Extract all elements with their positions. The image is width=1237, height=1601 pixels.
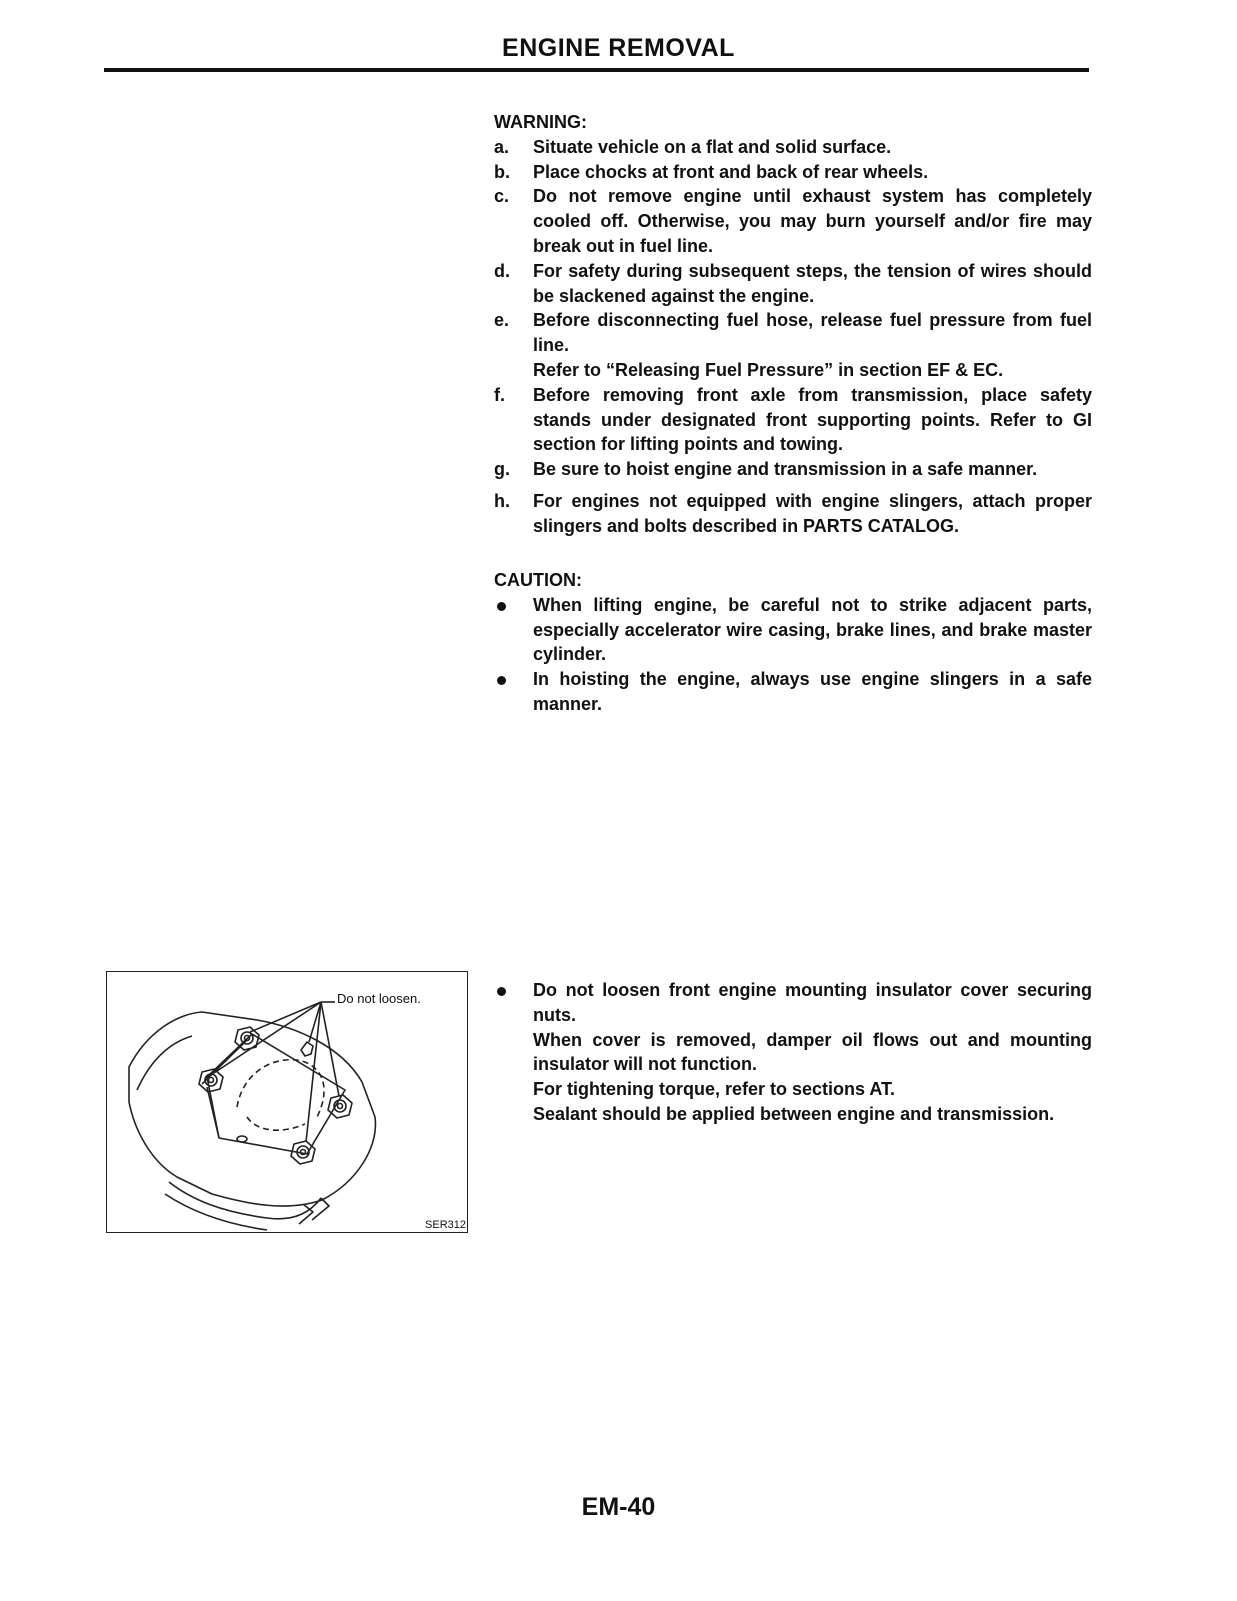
warning-text: Be sure to hoist engine and transmission in a safe manner. — [533, 459, 1038, 480]
caution-section — [494, 568, 1092, 717]
warning-item-e — [494, 308, 1092, 382]
title-divider — [104, 68, 1089, 72]
warning-item-g — [494, 457, 1092, 482]
caution-heading: CAUTION: — [494, 570, 582, 590]
list-marker: a. — [494, 136, 510, 157]
warning-item-a — [494, 135, 1092, 160]
bullet-icon — [497, 602, 506, 611]
caution-item — [494, 667, 1092, 717]
warning-item-f — [494, 383, 1092, 457]
figure-code: SER312 — [425, 1219, 466, 1231]
warning-reference: Refer to “Releasing Fuel Pressure” in section EF & EC. — [533, 359, 1004, 380]
list-marker: f. — [494, 384, 505, 405]
list-marker: d. — [494, 260, 510, 281]
list-marker: c. — [494, 186, 510, 207]
mounting-note-line: For tightening torque, refer to sections AT. — [533, 1079, 896, 1100]
page-title: ENGINE REMOVAL — [502, 34, 735, 62]
warning-item-d — [494, 259, 1092, 309]
mounting-note-section — [494, 978, 1092, 1127]
warning-section — [494, 110, 1092, 539]
warning-item-b — [494, 160, 1092, 185]
warning-text: Before disconnecting fuel hose, release fuel pressure from fuel line. — [533, 310, 1092, 356]
warning-text: For safety during subsequent steps, the tension of wires should be slackened against the engine. — [533, 260, 1092, 306]
mounting-note-line: When cover is removed, damper oil flows out and mounting insulator will not function. — [533, 1029, 1092, 1075]
bullet-icon — [497, 987, 506, 996]
mounting-note-item — [494, 978, 1092, 1127]
warning-heading: WARNING: — [494, 112, 587, 132]
warning-item-h — [494, 489, 1092, 539]
list-marker: e. — [494, 310, 510, 331]
mounting-note-line: Do not loosen front engine mounting insulator cover securing nuts. — [533, 980, 1092, 1025]
mounting-insulator-figure — [106, 971, 468, 1233]
warning-text: Do not remove engine until exhaust system has completely cooled off. Otherwise, you may burn yourself and/or fire may break out in fuel line. — [533, 186, 1092, 256]
list-marker: b. — [494, 161, 510, 182]
mounting-note-line: Sealant should be applied between engine and transmission. — [533, 1103, 1055, 1124]
list-marker: h. — [494, 490, 510, 511]
warning-text: Situate vehicle on a flat and solid surface. — [533, 136, 892, 157]
caution-text: In hoisting the engine, always use engine slingers in a safe manner. — [533, 669, 1092, 714]
warning-text: For engines not equipped with engine slingers, attach proper slingers and bolts described in PARTS CATALOG. — [533, 490, 1092, 536]
caution-item — [494, 593, 1092, 667]
warning-text: Place chocks at front and back of rear wheels. — [533, 161, 929, 182]
bullet-icon — [497, 676, 506, 685]
warning-text: Before removing front axle from transmission, place safety stands under designated front supporting points. Refer to GI section for lifting points and towing. — [533, 384, 1092, 455]
list-marker: g. — [494, 459, 510, 480]
caution-text: When lifting engine, be careful not to strike adjacent parts, especially accelerator wire casing, brake lines, and brake master cylinder. — [533, 594, 1092, 665]
figure-callout: Do not loosen. — [337, 991, 421, 1006]
page-number: EM-40 — [581, 1493, 656, 1521]
mounting-insulator-drawing — [107, 972, 469, 1234]
warning-item-c — [494, 184, 1092, 258]
